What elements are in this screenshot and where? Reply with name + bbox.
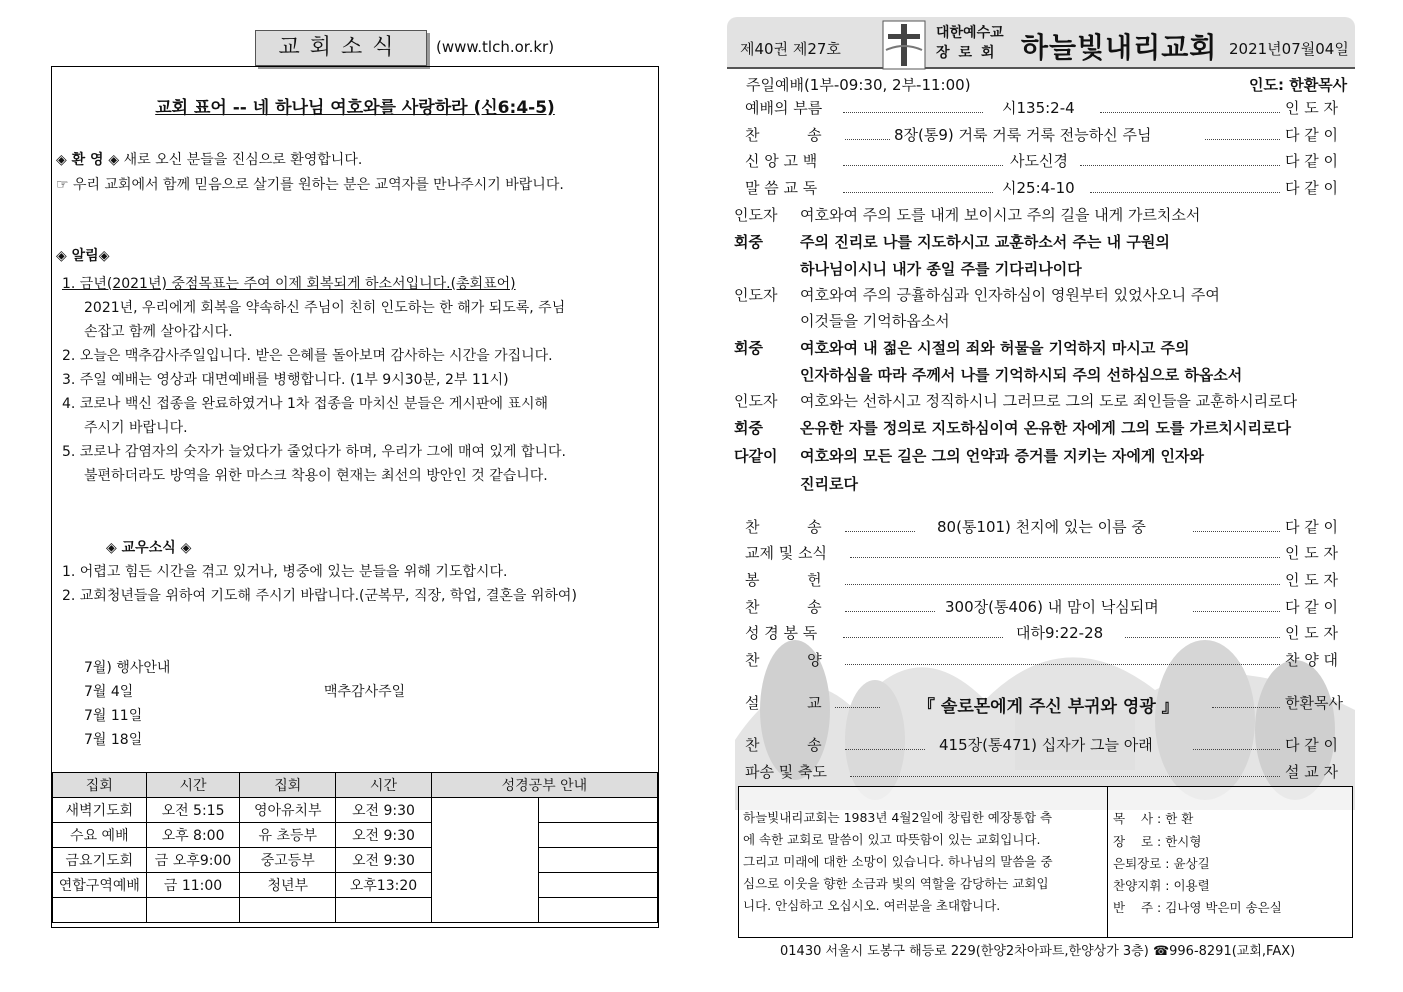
notice-item: 5. 코로나 감염자의 숫자가 늘었다가 줄었다가 하며, 우리가 그에 매여 있게 합니다. — [62, 444, 566, 460]
dot-leader — [845, 664, 1280, 665]
reading-line: 하나님이시니 내가 종일 주를 기다리나이다 — [800, 260, 1082, 278]
table-cell: 오전 9:30 — [336, 848, 432, 873]
dot-leader — [845, 531, 915, 532]
denomination-line2: 장로회 — [936, 45, 1004, 61]
volume-number: 제40권 제27호 — [740, 40, 841, 58]
order-item: 찬 양 — [745, 651, 822, 669]
dot-leader — [845, 584, 1280, 585]
news-section-title: 교회소식 — [255, 30, 427, 66]
intro-line: 심으로 이웃을 향한 소금과 빛의 역할을 감당하는 교회입 — [743, 876, 1049, 891]
reading-line: 주의 진리로 나를 지도하시고 교훈하소서 주는 내 구원의 — [800, 233, 1170, 251]
dot-leader — [835, 707, 880, 708]
intro-line: 하늘빛내리교회는 1983년 4월2일에 창립한 예장통합 측 — [743, 810, 1053, 825]
order-by: 다 같 이 — [1285, 518, 1339, 536]
dot-leader — [1193, 611, 1280, 612]
reader-label: 회중 — [734, 419, 763, 437]
staff-entry: 찬양지휘 : 이용렬 — [1113, 878, 1210, 893]
reading-line: 여호와여 내 젊은 시절의 죄와 허물을 기억하지 마시고 주의 — [800, 339, 1190, 357]
dot-leader — [845, 611, 935, 612]
table-cell — [336, 898, 432, 923]
dot-leader — [843, 637, 1003, 638]
order-by: 다 같 이 — [1285, 736, 1339, 754]
notice-heading: ◈ 알림◈ — [56, 248, 110, 264]
church-intro-text — [743, 807, 1105, 917]
table-cell: 중고등부 — [240, 848, 336, 873]
table-cell: 오후13:20 — [336, 873, 432, 898]
table-row — [53, 798, 658, 823]
dot-leader — [1193, 531, 1280, 532]
table-cell: 오전 9:30 — [336, 798, 432, 823]
reading-line: 인자하심을 따라 주께서 나를 기억하시되 주의 선하심으로 하옵소서 — [800, 366, 1243, 384]
dot-leader — [1205, 139, 1280, 140]
table-row — [53, 823, 658, 848]
table-row — [53, 873, 658, 898]
order-by: 다 같 이 — [1285, 598, 1339, 616]
order-by: 설 교 자 — [1285, 763, 1339, 781]
table-cell: 오후 8:00 — [146, 823, 240, 848]
sermon-title: 『 솔로몬에게 주신 부귀와 영광 』 — [918, 697, 1179, 717]
notice-item: 불편하더라도 방역을 위한 마스크 착용이 현재는 최선의 방안인 것 같습니다. — [84, 468, 548, 484]
reading-line: 여호와는 선하시고 정직하시니 그러므로 그의 도로 죄인들을 교훈하시리로다 — [800, 392, 1298, 410]
table-header-row — [53, 773, 658, 798]
order-item: 찬 송 — [745, 736, 822, 754]
order-content: 시25:4-10 — [1002, 179, 1075, 197]
service-times: 주일예배(1부-09:30, 2부-11:00) — [746, 76, 971, 94]
order-content: 415장(통471) 십자가 그늘 아래 — [939, 736, 1153, 754]
meeting-schedule-table — [52, 772, 658, 923]
table-cell — [146, 898, 240, 923]
bible-study-cell — [538, 898, 657, 923]
members-item: 1. 어렵고 힘든 시간을 겪고 있거나, 병중에 있는 분들을 위해 기도합시다. — [62, 564, 508, 580]
reader-label: 다같이 — [734, 447, 778, 465]
notice-item: 2021년, 우리에게 회복을 약속하신 주님이 친히 인도하는 한 해가 되도록, 주님 — [84, 300, 566, 316]
order-by: 다 같 이 — [1285, 126, 1339, 144]
table-row — [53, 848, 658, 873]
dot-leader — [1080, 165, 1280, 166]
table-cell — [53, 898, 147, 923]
welcome-section: ◈ 환 영 ◈ 새로 오신 분들을 진심으로 환영합니다. — [56, 152, 363, 168]
table-cell: 새벽기도회 — [53, 798, 147, 823]
order-content: 8장(통9) 거룩 거룩 거룩 전능하신 주님 — [894, 126, 1152, 144]
table-header: 시간 — [336, 773, 432, 798]
bible-study-cell — [538, 823, 657, 848]
bible-study-cell — [538, 848, 657, 873]
church-intro-box — [738, 786, 1353, 938]
order-content: 80(통101) 천지에 있는 이름 중 — [937, 518, 1146, 536]
church-address: 01430 서울시 도봉구 해등로 229(한양2차아파트,한양상가 3층) ☎996-8291(교회,FAX) — [780, 944, 1296, 959]
order-item: 설 교 — [745, 694, 822, 712]
order-by: 인 도 자 — [1285, 99, 1339, 117]
service-leader: 인도: 한환목사 — [1249, 76, 1348, 94]
order-content: 시135:2-4 — [1002, 99, 1075, 117]
dot-leader — [843, 165, 1003, 166]
order-item: 신 앙 고 백 — [745, 152, 818, 170]
table-cell: 연합구역예배 — [53, 873, 147, 898]
table-cell — [240, 898, 336, 923]
reader-label: 회중 — [734, 339, 763, 357]
reading-line: 여호와의 모든 길은 그의 언약과 증거를 지키는 자에게 인자와 — [800, 447, 1205, 465]
staff-entry: 장 로 : 한시형 — [1113, 834, 1202, 849]
order-by: 인 도 자 — [1285, 571, 1339, 589]
order-by: 인 도 자 — [1285, 544, 1339, 562]
reading-line: 여호와여 주의 도를 내게 보이시고 주의 길을 내게 가르치소서 — [800, 206, 1201, 224]
dot-leader — [1100, 112, 1280, 113]
table-cell: 금요기도회 — [53, 848, 147, 873]
news-box — [51, 66, 659, 928]
notice-item: 주시기 바랍니다. — [84, 420, 188, 436]
order-content: 300장(통406) 내 맘이 낙심되며 — [945, 598, 1159, 616]
order-item: 파송 및 축도 — [745, 763, 827, 781]
staff-entry: 은퇴장로 : 윤상길 — [1113, 856, 1210, 871]
bible-study-cell — [431, 798, 538, 923]
dot-leader — [845, 139, 890, 140]
intro-line: 에 속한 교회로 말씀이 있고 따뜻함이 있는 교회입니다. — [743, 832, 1041, 847]
table-cell: 청년부 — [240, 873, 336, 898]
church-motto: 교회 표어 -- 네 하나님 여호와를 사랑하라 (신6:4-5) — [155, 98, 555, 118]
order-item: 교제 및 소식 — [745, 544, 827, 562]
table-header: 성경공부 안내 — [431, 773, 657, 798]
table-header: 시간 — [146, 773, 240, 798]
intro-line: 그리고 미래에 대한 소망이 있습니다. 하나님의 말씀을 중 — [743, 854, 1053, 869]
reading-line: 여호와여 주의 긍휼하심과 인자하심이 영원부터 있었사오니 주여 — [800, 286, 1220, 304]
reading-line: 이것들을 기억하옵소서 — [800, 312, 950, 330]
table-header: 집회 — [53, 773, 147, 798]
order-content: 사도신경 — [1010, 152, 1068, 170]
reader-label: 인도자 — [734, 206, 778, 224]
table-cell: 영아유치부 — [240, 798, 336, 823]
event-date: 7월 18일 — [84, 732, 143, 748]
dot-leader — [850, 557, 1280, 558]
reader-label: 회중 — [734, 233, 763, 251]
dot-leader — [1125, 637, 1280, 638]
staff-entry: 목 사 : 한 환 — [1113, 811, 1194, 826]
dot-leader — [1193, 749, 1280, 750]
bible-study-cell — [538, 798, 657, 823]
order-by: 다 같 이 — [1285, 152, 1339, 170]
order-item: 봉 헌 — [745, 571, 822, 589]
order-item: 찬 송 — [745, 598, 822, 616]
reader-label: 인도자 — [734, 286, 778, 304]
event-date: 7월 11일 — [84, 708, 143, 724]
event-name: 맥추감사주일 — [324, 684, 406, 700]
table-cell: 금 11:00 — [146, 873, 240, 898]
order-content: 대하9:22-28 — [1016, 624, 1104, 642]
dot-leader — [843, 112, 983, 113]
bulletin-date: 2021년07월04일 — [1229, 40, 1349, 58]
order-by: 인 도 자 — [1285, 624, 1339, 642]
table-header: 집회 — [240, 773, 336, 798]
welcome-line: ☞ 우리 교회에서 함께 믿음으로 살기를 원하는 분은 교역자를 만나주시기 바랍니다. — [56, 177, 564, 193]
staff-entry: 반 주 : 김나영 박은미 송은실 — [1113, 900, 1282, 915]
table-cell: 수요 예배 — [53, 823, 147, 848]
order-item: 예배의 부름 — [745, 99, 823, 117]
reader-label: 인도자 — [734, 392, 778, 410]
dot-leader — [1090, 192, 1280, 193]
intro-line: 니다. 안심하고 오십시오. 여러분을 초대합니다. — [743, 898, 1001, 913]
notice-item: 손잡고 함께 살아갑시다. — [84, 324, 233, 340]
order-item: 성 경 봉 독 — [745, 624, 818, 642]
reading-line: 진리로다 — [800, 475, 858, 493]
members-item: 2. 교회청년들을 위하여 기도해 주시기 바랍니다.(군복무, 직장, 학업, 결혼을 위하여) — [62, 588, 577, 604]
dot-leader — [1212, 707, 1280, 708]
reading-line: 온유한 자를 정의로 지도하심이여 온유한 자에게 그의 도를 가르치시리로다 — [800, 419, 1291, 437]
table-cell: 오전 5:15 — [146, 798, 240, 823]
cross-logo-icon — [882, 20, 926, 70]
table-cell: 유 초등부 — [240, 823, 336, 848]
order-item: 말 씀 교 독 — [745, 179, 818, 197]
notice-item: 4. 코로나 백신 접종을 완료하였거나 1차 접종을 마치신 분들은 게시판에 표시해 — [62, 396, 549, 412]
event-date: 7월 4일 — [84, 684, 134, 700]
church-url: (www.tlch.or.kr) — [436, 38, 555, 56]
dot-leader — [850, 776, 1280, 777]
table-cell: 오전 9:30 — [336, 823, 432, 848]
order-by: 찬 양 대 — [1285, 651, 1339, 669]
order-item: 찬 송 — [745, 126, 822, 144]
church-name: 하늘빛내리교회 — [1021, 31, 1218, 64]
table-row — [53, 898, 658, 923]
table-cell: 금 오후9:00 — [146, 848, 240, 873]
bible-study-cell — [538, 873, 657, 898]
events-heading: 7월) 행사안내 — [84, 660, 171, 676]
order-item: 찬 송 — [745, 518, 822, 536]
notice-item: 2. 오늘은 맥추감사주일입니다. 받은 은혜를 돌아보며 감사하는 시간을 가집니다. — [62, 348, 553, 364]
members-heading: ◈ 교우소식 ◈ — [106, 540, 192, 556]
denomination-line1: 대한예수교 — [936, 25, 1004, 41]
order-by: 한환목사 — [1285, 694, 1343, 712]
dot-leader — [843, 192, 993, 193]
dot-leader — [845, 749, 925, 750]
notice-item: 1. 금년(2021년) 중점목표는 주여 이제 회복되게 하소서입니다.(총회표어) — [62, 276, 516, 292]
notice-item: 3. 주일 예배는 영상과 대면예배를 병행합니다. (1부 9시30분, 2부 11시) — [62, 372, 509, 388]
divider — [1107, 787, 1108, 937]
order-by: 다 같 이 — [1285, 179, 1339, 197]
